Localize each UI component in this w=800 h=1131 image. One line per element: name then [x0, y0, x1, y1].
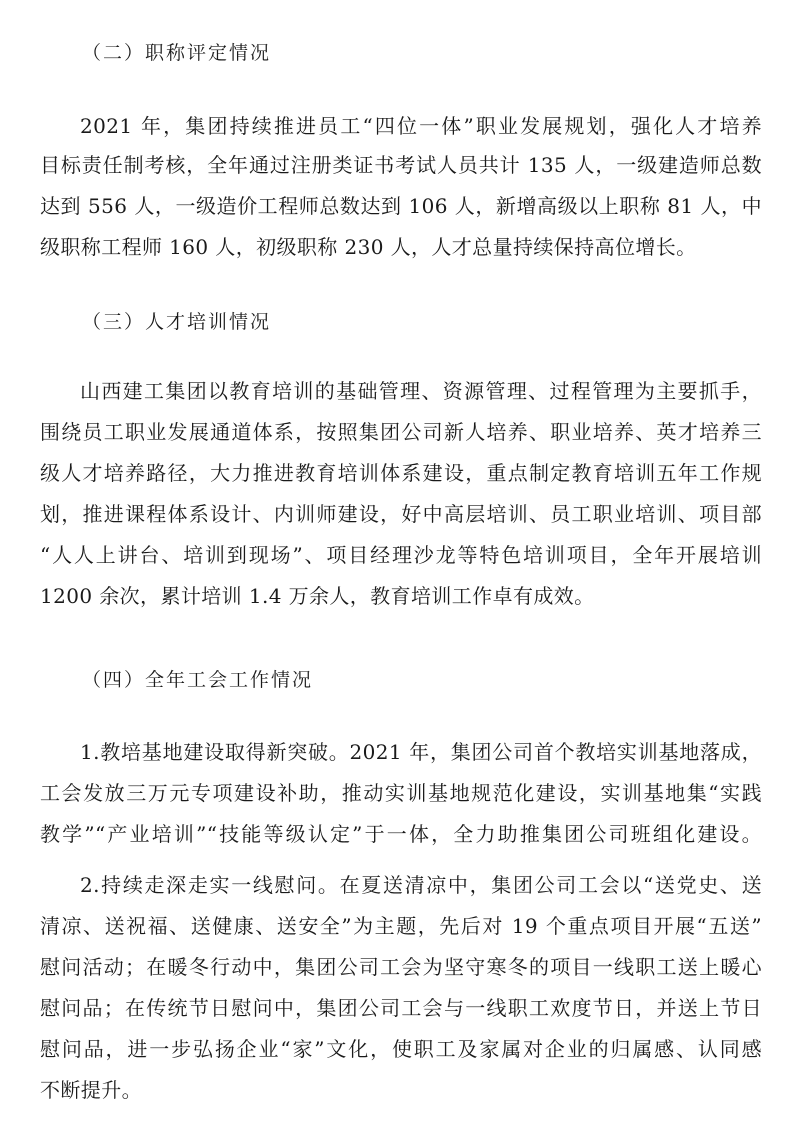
paragraph-line: 山西建工集团以教育培训的基础管理、资源管理、过程管理为主要抓手， [80, 379, 762, 403]
section-heading-talent-training: （三）人才培训情况 [82, 311, 272, 333]
paragraph-line: 慰问活动；在暖冬行动中，集团公司工会为坚守寒冬的项目一线职工送上暖心 [40, 955, 762, 979]
paragraph-line: 清凉、送祝福、送健康、送安全”为主题，先后对 19 个重点项目开展“五送” [40, 914, 762, 938]
paragraph-line: “人人上讲台、培训到现场”、项目经理沙龙等特色培训项目，全年开展培训 [40, 543, 762, 567]
paragraph-line: 划，推进课程体系设计、内训师建设，好中高层培训、员工职业培训、项目部 [40, 502, 762, 526]
paragraph-line: 1.教培基地建设取得新突破。2021 年，集团公司首个教培实训基地落成， [80, 740, 762, 764]
paragraph-line: 目标责任制考核，全年通过注册类证书考试人员共计 135 人，一级建造师总数 [40, 153, 762, 177]
section-heading-title-evaluation: （二）职称评定情况 [82, 42, 272, 64]
paragraph-line: 级职称工程师 160 人，初级职称 230 人，人才总量持续保持高位增长。 [40, 235, 697, 259]
paragraph-line: 慰问品，进一步弘扬企业“家”文化，使职工及家属对企业的归属感、认同感 [40, 1037, 762, 1061]
paragraph-line: 围绕员工职业发展通道体系，按照集团公司新人培养、职业培养、英才培养三 [40, 420, 762, 444]
paragraph-line: 慰问品；在传统节日慰问中，集团公司工会与一线职工欢度节日，并送上节日 [40, 996, 762, 1020]
paragraph-line: 不断提升。 [40, 1078, 142, 1102]
paragraph-line: 达到 556 人，一级造价工程师总数达到 106 人，新增高级以上职称 81 人，中 [40, 194, 762, 218]
paragraph-line: 2.持续走深走实一线慰问。在夏送清凉中，集团公司工会以“送党史、送 [80, 873, 762, 897]
section-heading-union-work: （四）全年工会工作情况 [82, 669, 314, 691]
paragraph-line: 2021 年，集团持续推进员工“四位一体”职业发展规划，强化人才培养 [80, 114, 762, 138]
paragraph-line: 教学”“产业培训”“技能等级认定”于一体，全力助推集团公司班组化建设。 [40, 822, 762, 846]
paragraph-line: 1200 余次，累计培训 1.4 万余人，教育培训工作卓有成效。 [40, 584, 595, 608]
paragraph-line: 工会发放三万元专项建设补助，推动实训基地规范化建设，实训基地集“实践 [40, 781, 762, 805]
paragraph-line: 级人才培养路径，大力推进教育培训体系建设，重点制定教育培训五年工作规 [40, 461, 762, 485]
